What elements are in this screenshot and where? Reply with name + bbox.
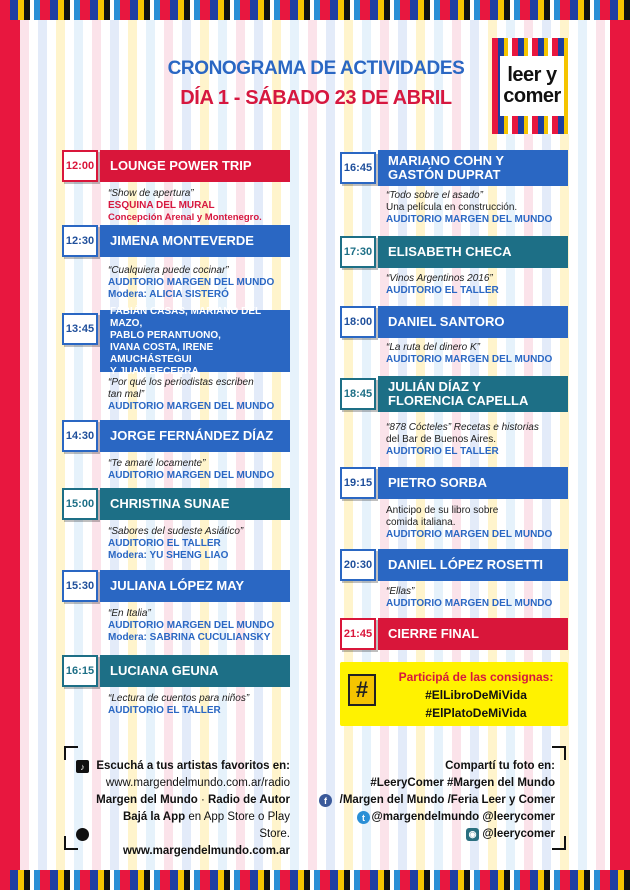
event-time-1915: 19:15 [340, 467, 376, 499]
event-bar-2145: CIERRE FINAL [378, 618, 568, 650]
event-info-1645 [386, 190, 576, 226]
share-hashtags[interactable]: #LeeryComer #Margen del Mundo [370, 777, 555, 789]
event-info-1915 [386, 505, 576, 541]
event-info-1230 [108, 265, 298, 301]
event-time-1730: 17:30 [340, 236, 376, 268]
event-time-1800: 18:00 [340, 306, 376, 338]
event-info-2030 [386, 586, 576, 610]
event-quote-line: tan mal” [108, 389, 145, 400]
event-info-1730 [386, 273, 576, 297]
event-info-1430 [108, 458, 298, 482]
logo-inner [500, 56, 564, 116]
event-venue: AUDITORIO MARGEN DEL MUNDO [108, 277, 275, 288]
event-venue: AUDITORIO MARGEN DEL MUNDO [108, 470, 275, 481]
event-time-1430: 14:30 [62, 420, 98, 452]
event-bar-1530: JULIANA LÓPEZ MAY [100, 570, 290, 602]
event-info-1345 [108, 377, 298, 413]
event-note-line: comida italiana. [386, 517, 456, 528]
facebook-pages[interactable]: /Margen del Mundo /Feria Leer y Comer [339, 794, 555, 806]
event-note-line: Anticipo de su libro sobre [386, 505, 499, 516]
event-bar-1800: DANIEL SANTORO [378, 306, 568, 338]
event-bar-1500: CHRISTINA SUNAE [100, 488, 290, 520]
event-note-line: Una película en construcción. [386, 202, 518, 213]
hashtag-1[interactable]: #ElLibroDeMiVida [425, 688, 527, 702]
event-name-line: MARIANO COHN Y [388, 153, 505, 168]
event-time-2030: 20:30 [340, 549, 376, 581]
event-quote: “Te amaré locamente” [108, 458, 206, 469]
radio-url[interactable]: www.margendelmundo.com.ar/radio [105, 777, 290, 789]
event-info-1845 [386, 422, 576, 458]
event-time-1615: 16:15 [62, 655, 98, 687]
leer-y-comer-logo [492, 38, 572, 134]
event-bar-1730: ELISABETH CHECA [378, 236, 568, 268]
event-bar-1200: LOUNGE POWER TRIP [100, 150, 290, 182]
page-title: CRONOGRAMA DE ACTIVIDADES [167, 58, 465, 79]
event-bar-2030: DANIEL LÓPEZ ROSETTI [378, 549, 568, 581]
twitter-icon[interactable]: t [357, 811, 370, 824]
event-time-1500: 15:00 [62, 488, 98, 520]
globe-icon [76, 828, 89, 841]
event-bar-1615: LUCIANA GEUNA [100, 655, 290, 687]
event-bar-1230: JIMENA MONTEVERDE [100, 225, 290, 257]
speaker-icon: ♪ [76, 760, 89, 773]
app-stores: en App Store o Play Store. [185, 811, 290, 840]
event-venue: AUDITORIO MARGEN DEL MUNDO [386, 354, 553, 365]
website-url[interactable]: www.margendelmundo.com.ar [123, 845, 290, 857]
event-venue: AUDITORIO MARGEN DEL MUNDO [108, 620, 275, 631]
event-venue: ESQUINA DEL MURAL [108, 200, 215, 211]
event-quote: “Lectura de cuentos para niños” [108, 693, 250, 704]
hashtag-2[interactable]: #ElPlatoDeMiVida [425, 706, 527, 720]
event-name-line: FLORENCIA CAPELLA [388, 393, 529, 408]
event-time-1645: 16:45 [340, 152, 376, 184]
corner-bl [64, 836, 78, 850]
radio-promo: Escuchá a tus artistas favoritos en: [96, 760, 290, 772]
event-venue: AUDITORIO MARGEN DEL MUNDO [108, 401, 275, 412]
instagram-icon[interactable]: ◉ [466, 828, 479, 841]
event-bar-1915: PIETRO SORBA [378, 467, 568, 499]
footer-left [90, 758, 290, 860]
event-name-line: JULIÁN DÍAZ Y [388, 379, 481, 394]
event-time-1845: 18:45 [340, 378, 376, 410]
event-time-2145: 21:45 [340, 618, 376, 650]
bottom-stripes [0, 870, 630, 890]
event-quote: “Vinos Argentinos 2016” [386, 273, 493, 284]
event-quote: “La ruta del dinero K” [386, 342, 480, 353]
event-venue: AUDITORIO EL TALLER [386, 446, 499, 457]
page-subtitle: DÍA 1 - SÁBADO 23 DE ABRIL [180, 87, 452, 109]
event-venue: AUDITORIO MARGEN DEL MUNDO [386, 529, 553, 540]
event-moderator: Modera: YU SHENG LIAO [108, 550, 229, 561]
event-bar-1645 [378, 150, 568, 186]
event-extra: Concepción Arenal y Montenegro. [108, 212, 262, 223]
event-moderator: Modera: ALICIA SISTERÓ [108, 289, 229, 300]
twitter-handles[interactable]: @margendelmundo @leerycomer [371, 811, 555, 823]
top-stripes [0, 0, 630, 20]
event-bar-1845 [378, 376, 568, 412]
radio-tagline: Radio de Autor [208, 794, 290, 806]
event-name-line: PABLO PERANTUONO, [110, 330, 221, 341]
event-info-1800 [386, 342, 576, 366]
event-quote: “Cualquiera puede cocinar” [108, 265, 229, 276]
event-time-1230: 12:30 [62, 225, 98, 257]
event-note-line: del Bar de Buenos Aires. [386, 434, 497, 445]
event-quote-line: “Por qué los periodistas escriben [108, 377, 254, 388]
hashtag-box [340, 662, 568, 726]
event-info-1530 [108, 608, 298, 644]
event-venue: AUDITORIO MARGEN DEL MUNDO [386, 598, 553, 609]
event-quote-line: “Todo sobre el asado” [386, 190, 483, 201]
event-quote-line: “878 Cócteles” Recetas e historias [386, 422, 539, 433]
event-time-1200: 12:00 [62, 150, 98, 182]
event-moderator: Modera: SABRINA CUCULIANSKY [108, 632, 271, 643]
event-venue: AUDITORIO EL TALLER [386, 285, 499, 296]
event-venue: AUDITORIO MARGEN DEL MUNDO [386, 214, 553, 225]
radio-brand: Margen del Mundo [96, 794, 198, 806]
hashtag-icon: # [348, 674, 376, 706]
corner-tl [64, 746, 78, 760]
event-time-1530: 15:30 [62, 570, 98, 602]
event-name-line: Y JUAN BECERRA [110, 366, 199, 377]
event-time-1345: 13:45 [62, 313, 98, 345]
app-download: Bajá la App [122, 811, 186, 823]
logo-line-1: leer y [507, 64, 557, 86]
event-venue: AUDITORIO EL TALLER [108, 538, 221, 549]
event-quote: “Sabores del sudeste Asiático” [108, 526, 244, 537]
event-venue: AUDITORIO EL TALLER [108, 705, 221, 716]
event-quote: “Ellas” [386, 586, 415, 597]
logo-line-2: comer [503, 85, 561, 107]
hashtag-lead: Participá de las consignas: [398, 670, 554, 684]
event-name-line: GASTÓN DUPRAT [388, 167, 501, 182]
event-name-line: FABIÁN CASAS, MARIANO DEL MAZO, [110, 306, 261, 329]
event-info-1615 [108, 693, 298, 717]
hashtag-text [386, 668, 566, 722]
event-bar-1345 [100, 306, 290, 377]
instagram-handle[interactable]: @leerycomer [482, 828, 555, 840]
event-info-1200 [108, 188, 298, 224]
event-name-line: IVANA COSTA, IRENE AMUCHÁSTEGUI [110, 342, 214, 365]
share-photo: Compartí tu foto en: [445, 760, 555, 772]
event-info-1500 [108, 526, 298, 562]
event-quote: “En Italia” [108, 608, 151, 619]
event-bar-1430: JORGE FERNÁNDEZ DÍAZ [100, 420, 290, 452]
radio-sep: · [197, 794, 208, 806]
facebook-icon[interactable]: f [319, 794, 332, 807]
event-quote: “Show de apertura” [108, 188, 194, 199]
footer-right [300, 758, 555, 843]
